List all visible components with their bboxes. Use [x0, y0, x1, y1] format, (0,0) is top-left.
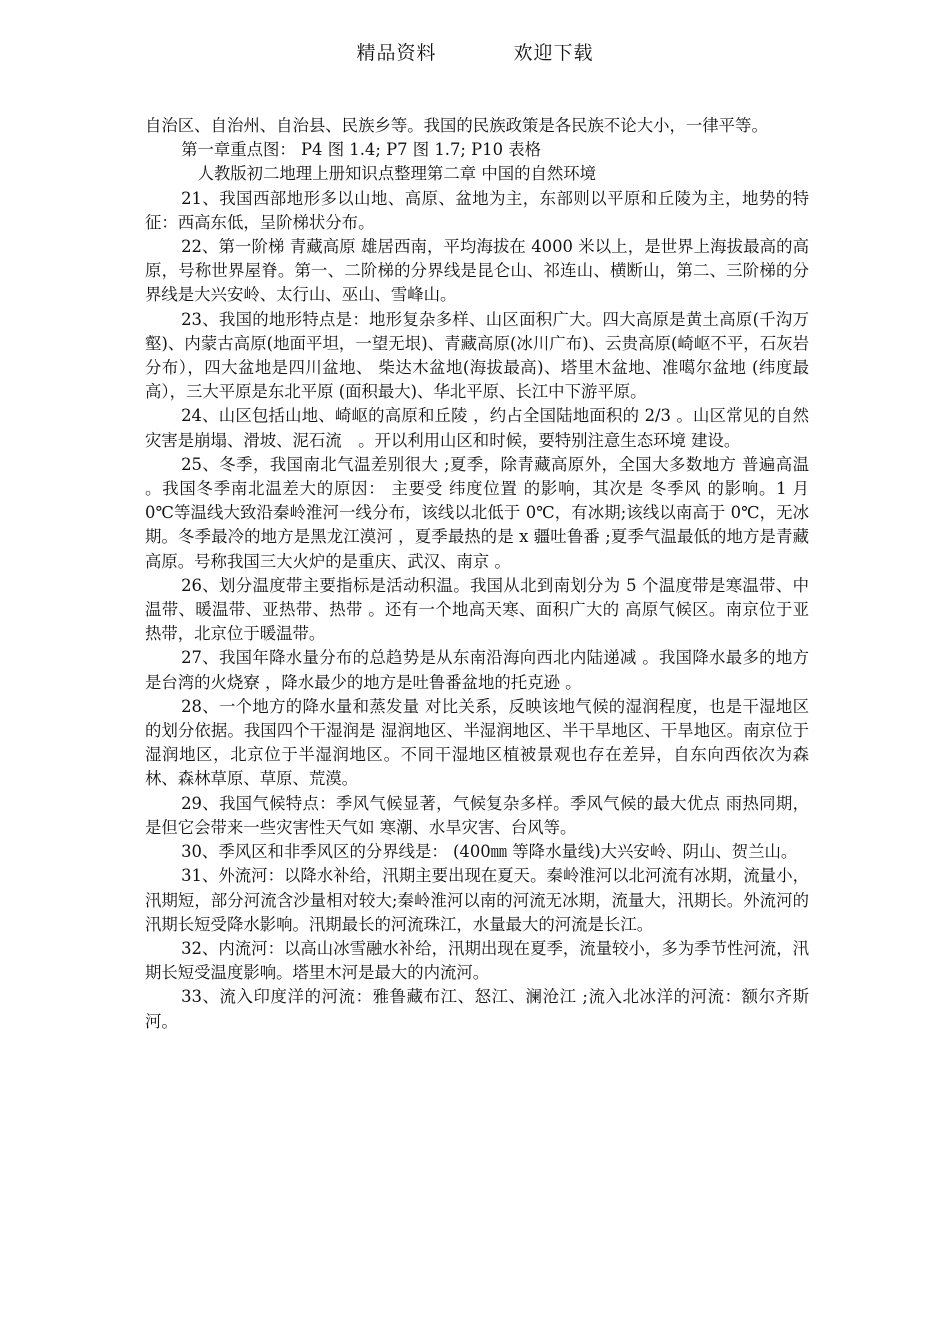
paragraph-28: 28、一个地方的降水量和蒸发量 对比关系，反映该地气候的湿润程度，也是干湿地区的划分依据。我国四个干湿润是 湿润地区、半湿润地区、半干旱地区、干旱地区。南京位于湿润地区，北京位于半湿润地区。不同干湿地区植被景观也存在差异，自东向西依次为森林、森林草原、草原、荒漠。 — [145, 696, 809, 789]
chapter-title: 人教版初二地理上册知识点整理第二章 中国的自然环境 — [197, 164, 597, 184]
paragraph-32: 32、内流河：以高山冰雪融水补给，汛期出现在夏季，流量较小，多为季节性河流，汛期长短受温度影响。塔里木河是最大的内流河。 — [145, 938, 809, 983]
paragraph-0: 自治区、自治州、自治县、民族乡等。我国的民族政策是各民族不论大小，一律平等。 — [145, 116, 768, 135]
paragraph-23: 23、我国的地形特点是：地形复杂多样、山区面积广大。四大高原是黄土高原(千沟万壑)、内蒙古高原(地面平坦，一望无垠)、青藏高原(冰川广布)、云贵高原(崎岖不平，石灰岩分布），四大盆地是四川盆地、 柴达木盆地(海拔最高)、塔里木盆地、准噶尔盆地 (纬度最高），三大平原是东北平原 (面积最大)、华北平原、长江中下游平原。 — [145, 309, 809, 402]
header-right-text: 欢迎下载 — [513, 42, 594, 64]
paragraph-30: 30、季风区和非季风区的分界线是： (400㎜ 等降水量线)大兴安岭、阴山、贺兰山。 — [181, 842, 798, 862]
page-header — [0, 38, 950, 65]
paragraph-26: 26、划分温度带主要指标是活动积温。我国从北到南划分为 5 个温度带是寒温带、中温带、暖温带、亚热带、热带 。还有一个地高天寒、面积广大的 高原气候区。南京位于亚热带，北京位于暖温带。 — [145, 575, 809, 644]
paragraph-33: 33、流入印度洋的河流：雅鲁藏布江、怒江、澜沧江 ;流入北冰洋的河流：额尔齐斯河。 — [145, 987, 809, 1031]
paragraph-31: 31、外流河：以降水补给，汛期主要出现在夏天。秦岭淮河以北河流有冰期，流量小，汛期短，部分河流含沙量相对较大;秦岭淮河以南的河流无冰期，流量大，汛期长。外流河的汛期长短受降水影响。汛期最长的河流珠江，水量最大的河流是长江。 — [145, 866, 809, 934]
paragraph-22: 22、第一阶梯 青藏高原 雄居西南，平均海拔在 4000 米以上，是世界上海拔最高的高原，号称世界屋脊。第一、二阶梯的分界线是昆仑山、祁连山、横断山，第二、三阶梯的分界线是大兴安岭、太行山、巫山、雪峰山。 — [145, 237, 809, 305]
paragraph-29: 29、我国气候特点：季风气候显著，气候复杂多样。季风气候的最大优点 雨热同期，是但它会带来一些灾害性天气如 寒潮、水旱灾害、台风等。 — [145, 793, 809, 837]
paragraph-21: 21、我国西部地形多以山地、高原、盆地为主，东部则以平原和丘陵为主，地势的特征：西高东低，呈阶梯状分布。 — [145, 188, 809, 232]
paragraph-24: 24、山区包括山地、崎岖的高原和丘陵 ，约占全国陆地面积的 2/3 。山区常见的自然灾害是崩塌、滑坡、泥石流 。开以利用山区和时候，要特别注意生态环境 建设。 — [145, 406, 809, 450]
paragraph-27: 27、我国年降水量分布的总趋势是从东南沿海向西北内陆递减 。我国降水最多的地方是台湾的火烧寮 ，降水最少的地方是吐鲁番盆地的托克逊 。 — [145, 648, 809, 692]
document-body — [145, 114, 809, 1034]
paragraph-key-figures: 第一章重点图： P4 图 1.4; P7 图 1.7; P10 表格 — [181, 140, 542, 160]
paragraph-25: 25、冬季，我国南北气温差别很大 ;夏季，除青藏高原外，全国大多数地方 普遍高温 。我国冬季南北温差大的原因： 主要受 纬度位置 的影响，其次是 冬季风 的影响。1 月 0℃等温线大致沿秦岭淮河一线分布，该线以北低于 0℃，有冰期;该线以南高于 0℃，无冰期。冬季最冷的地方是黑龙江漠河 ，夏季最热的是 x 疆吐鲁番 ;夏季气温最低的地方是青藏高原。号称我国三大火炉的是重庆、武汉、南京 。 — [145, 454, 809, 571]
header-left-text: 精品资料 — [356, 42, 437, 64]
